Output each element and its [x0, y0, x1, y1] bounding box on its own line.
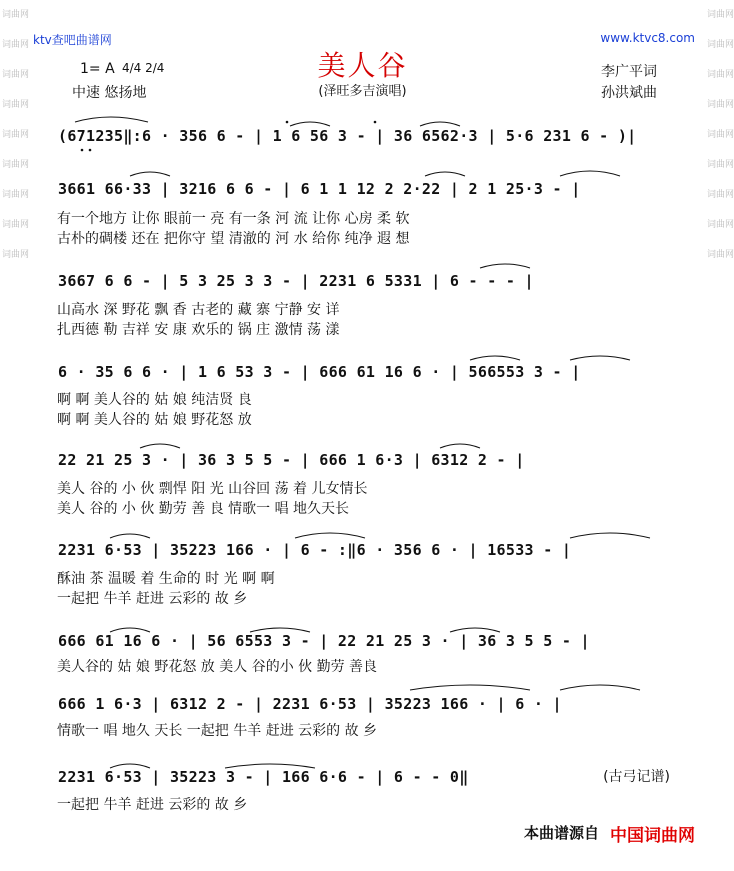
- score-system-8: 666 1 6·3 | 6312 2 - | 2231 6·53 | 35223 166 · | 6 · |: [58, 695, 562, 713]
- source-label: 本曲谱源自: [523, 824, 599, 842]
- slur: [425, 172, 465, 176]
- slur: [295, 533, 365, 538]
- lyric-line: 一起把 牛羊 赶进 云彩的 故 乡: [57, 797, 248, 813]
- slur: [110, 534, 150, 538]
- octave-dot: [286, 121, 289, 124]
- score-system-5: 22 21 25 3 · | 36 3 5 5 - | 666 1 6·3 | 6312 2 - |: [58, 451, 525, 469]
- slur: [570, 356, 630, 360]
- score-system-3: 3667 6 6 - | 5 3 25 3 3 - | 2231 6 5331 | 6 - - - |: [58, 272, 534, 290]
- key-signature: 1= A: [80, 61, 115, 77]
- score-system-1: (671235‖:6 · 356 6 - | 1 6 56 3 - | 36 6562·3 | 5·6 231 6 - )|: [58, 127, 637, 145]
- lyricist: 李广平词: [601, 64, 657, 80]
- score-system-9: 2231 6·53 | 35223 3 - | 166 6·6 - | 6 - - 0‖: [58, 768, 469, 786]
- slur: [470, 356, 520, 360]
- slur: [290, 122, 330, 126]
- lyric-line: 酥油 茶 温暖 着 生命的 时 光 啊 啊: [57, 571, 275, 587]
- lyric-line: 啊 啊 美人谷的 姑 娘 纯洁贤 良: [57, 392, 252, 408]
- lyric-line: 美人谷的 姑 娘 野花怒 放 美人 谷的小 伙 勤劳 善良: [57, 659, 378, 675]
- score-system-7: 666 61 16 6 · | 56 6553 3 - | 22 21 25 3 · | 36 3 5 5 - |: [58, 632, 590, 650]
- score-system-6: 2231 6·53 | 35223 166 · | 6 - :‖6 · 356 6 · | 16533 - |: [58, 541, 572, 559]
- watermark-right: 词曲网 词曲网 词曲网 词曲网 词曲网 词曲网 词曲网 词曲网 词曲网: [707, 10, 734, 260]
- composer: 孙洪斌曲: [601, 85, 657, 101]
- song-subtitle: (泽旺多吉演唱): [318, 84, 407, 99]
- lyric-line: 情歌一 唱 地久 天长 一起把 牛羊 赶进 云彩的 故 乡: [57, 723, 378, 739]
- lyric-line: 美人 谷的 小 伙 剽悍 阳 光 山谷回 荡 着 儿女情长: [57, 481, 368, 497]
- watermark-left: 词曲网 词曲网 词曲网 词曲网 词曲网 词曲网 词曲网 词曲网 词曲网: [2, 10, 30, 260]
- transcriber-note: (古弓记谱): [603, 769, 670, 785]
- time-signature: 4/4 2/4: [122, 61, 165, 75]
- score-system-4: 6 · 35 6 6 · | 1 6 53 3 - | 666 61 16 6 · | 566553 3 - |: [58, 363, 581, 381]
- song-title: 美人谷: [317, 49, 408, 82]
- lyric-line: 山高水 深 野花 飘 香 古老的 藏 寨 宁静 安 详: [57, 302, 340, 318]
- lyric-line: 美人 谷的 小 伙 勤劳 善 良 情歌一 唱 地久天长: [57, 501, 350, 517]
- slur: [140, 444, 180, 448]
- slur: [480, 264, 530, 268]
- lyric-line: 古朴的碉楼 还在 把你守 望 清澈的 河 水 给你 纯净 遐 想: [57, 231, 410, 247]
- slur: [560, 685, 640, 690]
- lyric-line: 扎西德 勒 吉祥 安 康 欢乐的 锅 庄 激情 荡 漾: [57, 322, 340, 338]
- score-system-2: 3661 66·33 | 3216 6 6 - | 6 1 1 12 2 2·22 | 2 1 25·3 - |: [58, 180, 581, 198]
- source-site-link[interactable]: 中国词曲网: [610, 826, 695, 846]
- octave-dot: [89, 149, 92, 152]
- slur: [420, 122, 460, 126]
- slur: [75, 117, 148, 122]
- slur: [440, 444, 480, 448]
- slur: [130, 172, 170, 176]
- tempo-marking: 中速 悠扬地: [72, 85, 147, 101]
- octave-dot: [374, 121, 377, 124]
- lyric-line: 啊 啊 美人谷的 姑 娘 野花怒 放: [57, 412, 252, 428]
- lyric-line: 一起把 牛羊 赶进 云彩的 故 乡: [57, 591, 248, 607]
- slur: [570, 533, 650, 538]
- lyric-line: 有一个地方 让你 眼前一 亮 有一条 河 流 让你 心房 柔 软: [57, 211, 410, 227]
- site-link-right[interactable]: www.ktvc8.com: [600, 31, 695, 45]
- slur: [410, 685, 530, 690]
- slur: [560, 171, 620, 176]
- octave-dot: [81, 149, 84, 152]
- site-link-left[interactable]: ktv查吧曲谱网: [33, 33, 112, 47]
